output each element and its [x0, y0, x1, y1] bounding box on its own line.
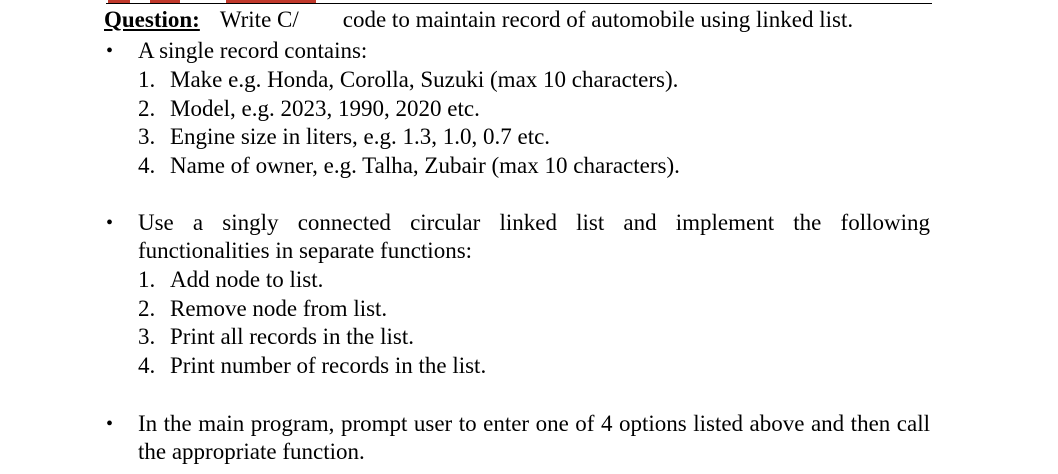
- question-text-start: Write C/: [219, 7, 299, 32]
- item-text: Model, e.g. 2023, 1990, 2020 etc.: [170, 95, 480, 121]
- item-number: 4.: [138, 352, 156, 378]
- red-text-remnant: [108, 0, 130, 3]
- top-rule: [106, 3, 932, 4]
- question-label: Question:: [104, 7, 200, 32]
- item-text: Print number of records in the list.: [170, 352, 487, 378]
- record-fields-list: [138, 66, 680, 180]
- list-item: [138, 95, 680, 124]
- list-item: [138, 323, 486, 352]
- main-program-text: In the main program, prompt user to enter one of 4 options listed above and then call the appropriate function.: [138, 411, 930, 464]
- question-text-end: code to maintain record of automobile using linked list.: [342, 7, 854, 32]
- item-number: 4.: [138, 152, 156, 178]
- list-item: [138, 295, 486, 324]
- list-item: [138, 352, 486, 381]
- item-number: 2.: [138, 295, 156, 321]
- bullet: •: [106, 40, 114, 62]
- item-number: 3.: [138, 324, 156, 349]
- item-text: Add node to list.: [170, 267, 324, 292]
- question-line: [104, 6, 853, 34]
- item-number: 1.: [138, 67, 156, 92]
- bullet: •: [106, 212, 114, 234]
- bullet: •: [106, 413, 114, 435]
- list-item: [138, 123, 680, 152]
- item-number: 3.: [138, 124, 156, 149]
- item-text: Remove node from list.: [170, 295, 388, 321]
- red-text-remnant: [226, 0, 316, 3]
- record-intro: A single record contains:: [138, 38, 368, 63]
- item-text: Make e.g. Honda, Corolla, Suzuki (max 10 characters).: [170, 67, 679, 92]
- list-item: [138, 266, 486, 295]
- functions-list: [138, 266, 486, 380]
- item-number: 1.: [138, 267, 156, 292]
- item-text: Name of owner, e.g. Talha, Zubair (max 10 characters).: [170, 152, 680, 178]
- item-number: 2.: [138, 95, 156, 121]
- red-text-remnant: [150, 0, 180, 3]
- list-item: [138, 152, 680, 181]
- functions-intro: Use a singly connected circular linked list and implement the following functionalities in separate functions:: [138, 210, 930, 263]
- list-item: [138, 66, 680, 95]
- item-text: Print all records in the list.: [170, 324, 415, 349]
- item-text: Engine size in liters, e.g. 1.3, 1.0, 0.7 etc.: [170, 124, 551, 149]
